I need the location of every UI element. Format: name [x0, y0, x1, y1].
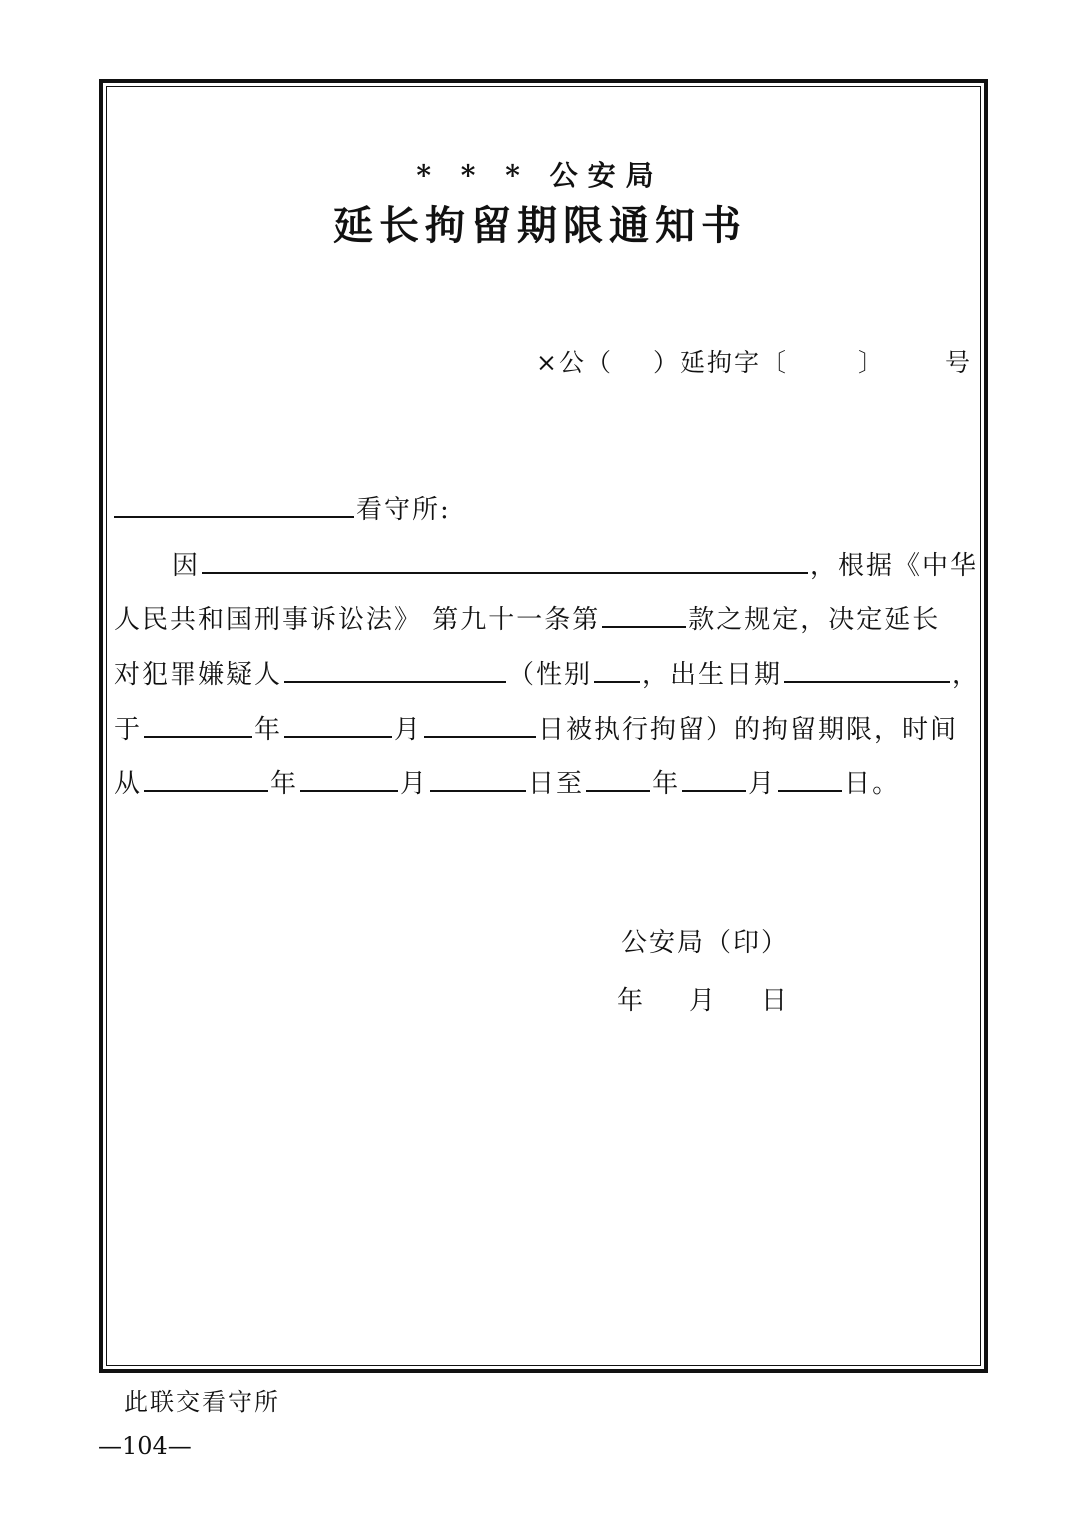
copy-note: 此联交看守所 [124, 1388, 280, 1416]
to-month-blank[interactable] [682, 789, 746, 792]
text-gender: （性别 [508, 660, 593, 690]
text-suspect: 对犯罪嫌疑人 [114, 660, 283, 690]
paragraph-line-2 [114, 607, 940, 633]
date-day-label: 日 [761, 986, 790, 1016]
cause-blank[interactable] [202, 571, 808, 574]
reference-number-label: 号 [944, 348, 972, 377]
detain-day-blank[interactable] [424, 735, 536, 738]
paragraph-line-3 [114, 662, 980, 688]
text-comma: ， [952, 660, 981, 690]
text-year: 年 [270, 769, 299, 799]
date-month-label: 月 [689, 986, 718, 1016]
from-year-blank[interactable] [144, 789, 268, 792]
text-birthdate: ，出生日期 [642, 660, 783, 690]
document-title: 延长拘留期限通知书 [333, 202, 747, 249]
text-on: 于 [114, 715, 143, 745]
text-year: 年 [254, 715, 283, 745]
from-month-blank[interactable] [300, 789, 398, 792]
reference-prefix: ×公（ [536, 348, 613, 377]
paragraph-line-5 [114, 771, 900, 797]
recipient-line [114, 497, 451, 523]
text-according: ，根据《中华 [810, 551, 979, 581]
recipient-blank[interactable] [114, 515, 354, 518]
page-number: —104— [98, 1432, 192, 1460]
suspect-name-blank[interactable] [284, 680, 506, 683]
paragraph-line-1 [172, 553, 978, 579]
text-month: 月 [394, 715, 423, 745]
text-month: 月 [748, 769, 777, 799]
text-from: 从 [114, 769, 143, 799]
text-day-to: 日至 [528, 769, 585, 799]
text-decision: 款之规定，决定延长 [688, 605, 941, 635]
to-day-blank[interactable] [778, 789, 842, 792]
gender-blank[interactable] [594, 680, 640, 683]
text-law: 人民共和国刑事诉讼法》 第九十一条第 [114, 605, 601, 635]
to-year-blank[interactable] [586, 789, 650, 792]
detain-year-blank[interactable] [144, 735, 252, 738]
reference-middle: ）延拘字〔 [652, 348, 788, 377]
text-detained: 日被执行拘留）的拘留期限，时间 [538, 715, 959, 745]
date-year-label: 年 [617, 986, 646, 1016]
reference-number [536, 350, 972, 375]
agency-heading: * * * 公安局 [416, 159, 664, 192]
birthdate-blank[interactable] [784, 680, 950, 683]
clause-blank[interactable] [602, 625, 686, 628]
reference-suffix: 〕 [857, 348, 885, 377]
issuer-seal: 公安局（印） [621, 928, 790, 958]
text-cause: 因 [172, 551, 201, 581]
paragraph-line-4 [114, 717, 958, 743]
text-month: 月 [400, 769, 429, 799]
detain-month-blank[interactable] [284, 735, 392, 738]
recipient-label: 看守所: [356, 495, 451, 525]
signature-date [617, 988, 789, 1014]
text-day-end: 日。 [844, 769, 901, 799]
text-year: 年 [652, 769, 681, 799]
from-day-blank[interactable] [430, 789, 526, 792]
